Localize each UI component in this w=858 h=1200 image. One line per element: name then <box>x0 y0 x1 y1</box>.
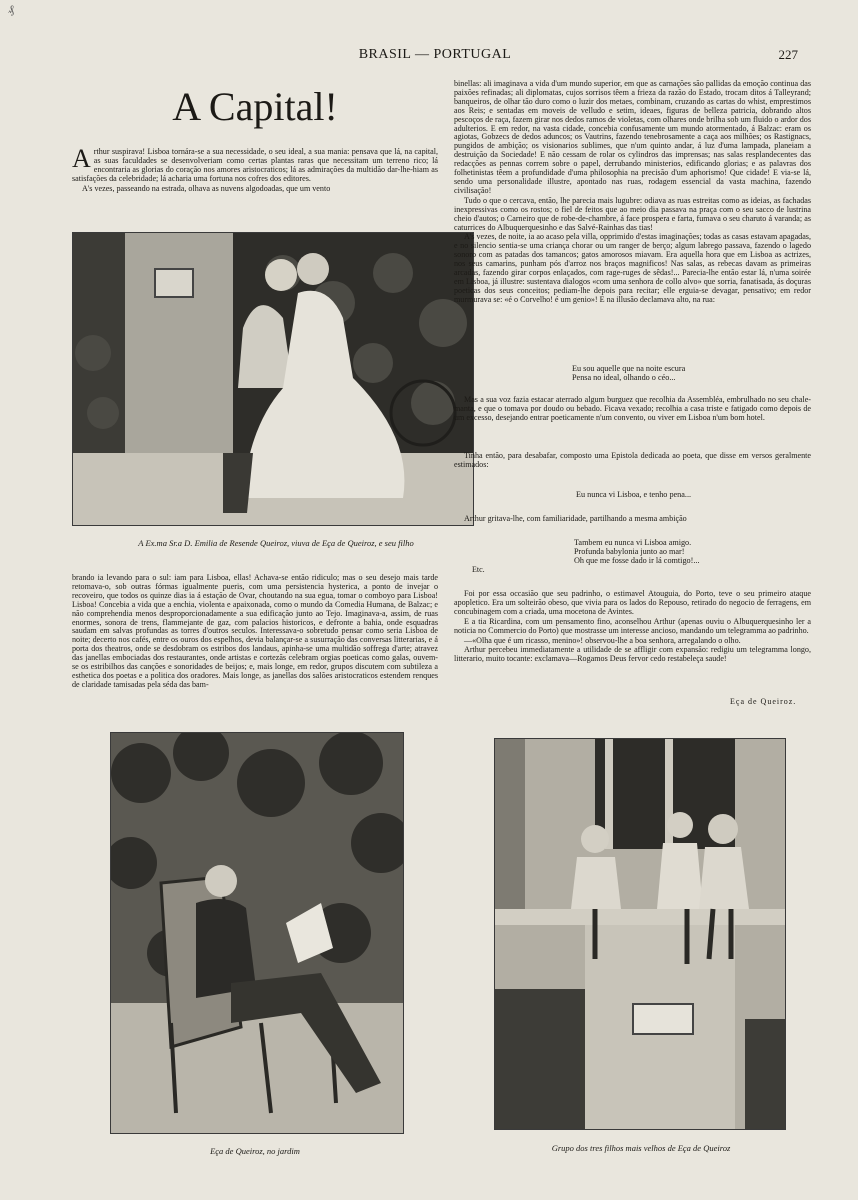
right-column <box>454 80 811 363</box>
paragraph: Arthur gritava-lhe, com familiaridade, partilhando a mesma ambição <box>464 515 687 523</box>
paragraph: E a tia Ricardina, com um pensamento fino, aconselhou Arthur (apenas ouviu o Albuquerquesinho ler a noticia no Commercio do Porto) que mostrasse um interesse ancioso, mandando um telegramma ao padrinho. <box>454 616 811 635</box>
paragraph: Mas a sua voz fazia estacar aterrado algum burguez que recolhia da Assembléa, embrulhado no seu chale-manta, e que o tomava por doudo ou bebado. Ficava vexado; recolhia a casa triste e fatigado como depois de um excesso, desejando entrar poeticamente n'um convento, ou viver em Lisboa n'um bom hotel. <box>454 396 811 422</box>
corner-mark: ₰ <box>8 2 14 16</box>
photo1-caption: A Ex.ma Sr.a D. Emilia de Resende Queiroz, viuva de Eça de Queiroz, e seu filho <box>138 538 414 548</box>
middle-left-column <box>72 574 438 706</box>
photo-illustration <box>111 733 403 1133</box>
author-signature: Eça de Queiroz. <box>730 697 797 706</box>
paragraph: brando ia levando para o sul: iam para Lisboa, ellas! Achava-se então ridiculo; mas o seu desejo mais tarde retomava-o, sob outras fórmas igualmente pueris, com uma persistencia hysterica, a ponto de invejar o recoveiro, que todos os quinze dias ia á estação de Ovar, choutando na sua egua, tomar o comboyo para Lisboa! Lisboa! Concebia a vida que a enchia, violenta e apaixonada, como o mundo da Comedia Humana, de Balzac; e não comprehendia menos desproporcionadamente a sua edificação junto ao Tejo. Imaginava-a, assim, de ruas enormes, sonora de trens, flammejante de gaz, com palacios historicos, e defronte a bahia, onde esquadras saudam em salvas profundas as torres d'outros seculos. Interessava-o sobretudo pensar como seria Lisboa de noite; decerto nos cafés, entre os ouros dos espelhos, devia balançar-se a susurração das conversas litterarias, e á porta dos theatros, onde se desdobram os estribos dos landaus, apinha-se uma multidão soffrega d'arte; atravez das janellas embociadas dos restaurantes, onde artistas e cortezãs celebram orgias poeticas como galas, ouvem-se os estribilhos das canções e sonoridades de beijos; e, mais longe, em redor, grupos discutem com subtileza a esthetica dos poetas e a politica dos oradores. Mais longe, as janellas dos salões aristocraticos estendem renques de claridade tamisadas pela séda das bam- <box>72 574 438 689</box>
photo3-caption: Grupo dos tres filhos mais velhos de Eça de Queiroz <box>551 1143 731 1153</box>
photo-mother-and-son <box>72 232 474 526</box>
intro-column <box>72 148 438 206</box>
verse-line: Oh que me fosse dado ir lá comtigo!... <box>574 556 700 565</box>
page-number: 227 <box>778 47 798 62</box>
verse-line: Eu sou aquelle que na noite escura <box>572 364 686 373</box>
middle-right-column <box>454 590 811 690</box>
verse-1 <box>572 364 802 382</box>
verse-2 <box>576 490 806 499</box>
right-column-cont-3 <box>454 515 811 527</box>
paragraph: A's vezes, passeando na estrada, olhava as nuvens algodoadas, que um vento <box>82 183 331 193</box>
paragraph: Foi por essa occasião que seu padrinho, o estimavel Atouguia, do Porto, teve o seu primeiro ataque apopletico. Era um solteirão obeso, que vivia para os lados do Repouso, retirado do negocio de ferragens, em concubinagem com a criada, uma mocetona de Avintes. <box>454 590 811 616</box>
verse-3 <box>574 538 814 565</box>
paragraph: —«Olha que é um ricasso, menino»! observou-lhe a boa senhora, arregalando o olho. <box>464 635 741 645</box>
paragraph: binellas: ali imaginava a vida d'um mundo superior, em que as carnações são pallidas da emoção continua das paixões refinadas; ali diplomatas, cujos sorrisos têem a frieza da razão do Estado, trocam ditos á Talleyrand; banqueiros, de olhar tão duro como o luzir dos metaes, combinam, cruzando as cartas do whist, emprestimos aos Reis; e sentadas em moveis de velludo e setim, ideaes, figuras de belleza patricia, dobrando altos pescoços de raça, fazem girar nos dedos ramos de violetas, com olhares onde brilha sob um fluido o ardor dos adulterios. E em redor, na vasta cidade, concebia confusamente um mundo atormentado, á Balzac: eram os agiotas, Gobzecs de dedos aduncos; os Vautrins, fazendo tenebrosamente a caça aos milhões; os Rastignacs, pungidos de ambição; os visionarios sublimes, que n'um quinto andar, á luz d'uma lampada, planeiam a destruição da Sociedade! E não cessam de rolar os cylindros das imprensas; nas salas resplandecentes das redacções as pennas correm sobre o papel, derrubando ministerios, edificando glorias; e as palavras dos folhetinistas têem a profundidade d'uma philosophia na precisão d'um aphorismo! Que cidade! E via-se lá, sendo uma personalidade illustre, apontado nas ruas, rodagem essencial da vasta machina, fazendo civilisação! <box>454 80 811 195</box>
right-column-cont-2 <box>454 452 811 472</box>
paragraph: Tinha então, para desabafar, composto uma Epistola dedicada ao poeta, que disse em versos geralmente estimados: <box>454 452 811 469</box>
running-title: BRASIL — PORTUGAL <box>358 47 512 62</box>
photo-illustration <box>495 739 785 1129</box>
photo2-caption: Eça de Queiroz, no jardim <box>210 1146 300 1156</box>
verse-line: Profunda babylonia junto ao mar! <box>574 547 685 556</box>
photo-three-children <box>494 738 786 1130</box>
photo-illustration <box>73 233 473 525</box>
verse-line: Pensa no ideal, olhando o céo... <box>572 373 676 382</box>
paragraph: Arthur percebeu immediatamente a utilidade de se affligir com expansão: redigiu um telegramma longo, litterario, muito tocante: exclamava—Rogamos Deus fervor cedo restabeleça saude! <box>454 645 811 664</box>
paragraph: Tudo o que o cercava, então, lhe parecia mais lugubre: odiava as ruas estreitas como as ideias, as fachadas inexpressivas como os rostos; o fiel de feitos que ao meio dia passava na praça com o seu sacco de lustrina cheio d'autos; o Carneiro que de robe-de-chambre, á face prospera e farta, fumava o seu charuto á varanda; as caturrices do Albuquerquesinho e das Salvé-Rainhas das tias! <box>454 195 811 232</box>
paragraph: Arthur suspirava! Lisboa tornára-se a sua necessidade, o seu ideal, a sua mania: pensava que lá, na capital, as suas faculdades se desenvolveriam como certas plantas raras que necessitam um terreno rico; lá encontraria as glorias do coração nos amores aristocraticos; lá as admirações da multidão dar-lhe-hiam as satisfações da celebridade; lá acharia uma fortuna nos cofres dos editores. <box>72 148 438 183</box>
verse-line: Tambem eu nunca vi Lisboa amigo. <box>574 538 692 547</box>
article-title: A Capital! <box>172 84 338 129</box>
verse-line: Eu nunca vi Lisboa, e tenho pena... <box>576 490 692 499</box>
paragraph: A's vezes, de noite, ia ao acaso pela villa, opprimido d'estas imaginações; todas as casas estavam apagadas, e no silencio sentia-se uma criança chorar ou um ranger de berço; algum labrego passava, fazendo o lagedo sonoro com as patadas dos tamancos; gatos amorosos miavam. Era aquella hora que em Lisboa as actrizes, nos seus camarins, punham pós d'arroz nos braços magnificos! Nas salas, as rebecas davam as primeiras arcadas, fazendo girar corpos enlaçados, com rage-ruges de sêdas!... Parecia-lhe então estar lá, n'uma soirée em Lisboa, já illustre: sustentava dialogos «com uma senhora de collo alvo» que sorria, fanatisada, ás doçuras poeticas dos seus conceitos; pediam-lhe depois para recitar; elle erguia-se devagar, pensativo; em redor murmurava se: «é o Corvelho! é um genio»! E na illusão declamava alto, na rua: <box>454 232 811 304</box>
right-column-cont <box>454 396 811 440</box>
photo-eca-in-garden <box>110 732 404 1134</box>
dropcap: A <box>72 148 91 173</box>
etc-mark: Etc. <box>472 565 485 574</box>
